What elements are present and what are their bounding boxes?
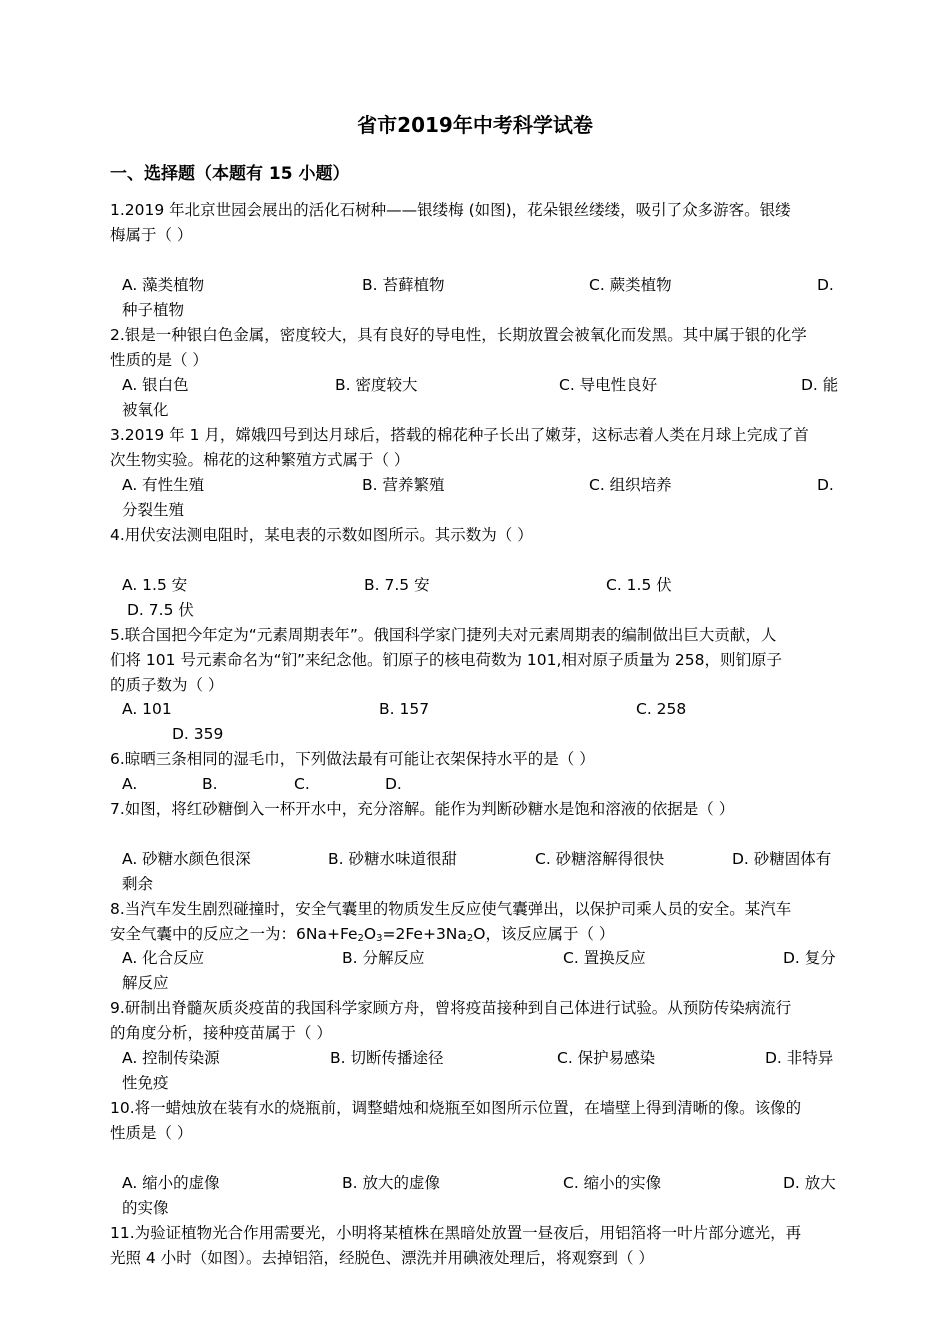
- option-b[interactable]: B. 157: [379, 700, 430, 718]
- option-c[interactable]: C. 组织培养: [589, 476, 672, 494]
- option-d[interactable]: D. 复分: [783, 949, 836, 967]
- question-3-stem: 3.2019 年 1 月，嫦娥四号到达月球后，搭载的棉花种子长出了嫩芽，这标志着人类在月球上完成了首 次生物实验。棉花的这种繁殖方式属于（ ）: [110, 426, 809, 469]
- option-d[interactable]: D. 7.5 伏: [127, 601, 194, 619]
- option-b[interactable]: B. 7.5 安: [364, 576, 430, 594]
- option-b[interactable]: B. 切断传播途径: [330, 1049, 444, 1067]
- option-d-text: 剩余: [122, 875, 154, 893]
- option-d-text: 被氧化: [122, 401, 169, 419]
- question-6-stem: 6.晾晒三条相同的湿毛巾，下列做法最有可能让衣架保持水平的是（ ）: [110, 750, 595, 768]
- option-d-text: 的实像: [122, 1199, 169, 1217]
- option-c[interactable]: C. 保护易感染: [557, 1049, 656, 1067]
- option-c[interactable]: C. 蕨类植物: [589, 276, 672, 294]
- option-c[interactable]: C. 1.5 伏: [606, 576, 672, 594]
- option-d[interactable]: D. 放大: [783, 1174, 836, 1192]
- option-b[interactable]: B.: [202, 775, 218, 793]
- option-a[interactable]: A. 1.5 安: [122, 576, 188, 594]
- option-a[interactable]: A. 控制传染源: [122, 1049, 220, 1067]
- option-d[interactable]: D. 能: [801, 376, 839, 394]
- option-a[interactable]: A. 101: [122, 700, 172, 718]
- question-10-stem: 10.将一蜡烛放在装有水的烧瓶前，调整蜡烛和烧瓶至如图所示位置，在墙壁上得到清晰的像。该像的 性质是（ ）: [110, 1099, 802, 1142]
- option-b[interactable]: B. 苔藓植物: [362, 276, 445, 294]
- option-b[interactable]: B. 砂糖水味道很甜: [328, 850, 457, 868]
- option-d[interactable]: D. 砂糖固体有: [732, 850, 832, 868]
- question-9-stem: 9.研制出脊髓灰质炎疫苗的我国科学家顾方舟，曾将疫苗接种到自己体进行试验。从预防传染病流行 的角度分析，接种疫苗属于（ ）: [110, 999, 792, 1042]
- option-d-text: 种子植物: [122, 301, 185, 319]
- option-c[interactable]: C. 砂糖溶解得很快: [535, 850, 665, 868]
- option-d-text: 解反应: [122, 974, 169, 992]
- option-c[interactable]: C. 缩小的实像: [563, 1174, 662, 1192]
- option-d[interactable]: D.: [385, 775, 402, 793]
- option-d[interactable]: D.: [817, 276, 834, 294]
- section-heading: 一、选择题（本题有 15 小题）: [110, 164, 350, 184]
- option-a[interactable]: A. 银白色: [122, 376, 189, 394]
- option-a[interactable]: A.: [122, 775, 138, 793]
- option-d[interactable]: D. 359: [172, 725, 224, 743]
- option-b[interactable]: B. 放大的虚像: [342, 1174, 440, 1192]
- option-d-text: 分裂生殖: [122, 501, 185, 519]
- option-d-text: 性免疫: [122, 1074, 169, 1092]
- option-b[interactable]: B. 营养繁殖: [362, 476, 445, 494]
- option-c[interactable]: C. 导电性良好: [559, 376, 658, 394]
- option-c[interactable]: C.: [294, 775, 310, 793]
- question-2-stem: 2.银是一种银白色金属，密度较大，具有良好的导电性，长期放置会被氧化而发黑。其中属于银的化学 性质的是（ ）: [110, 326, 807, 369]
- option-b[interactable]: B. 分解反应: [342, 949, 425, 967]
- option-b[interactable]: B. 密度较大: [335, 376, 418, 394]
- option-a[interactable]: A. 砂糖水颜色很深: [122, 850, 251, 868]
- question-5-stem: 5.联合国把今年定为“元素周期表年”。俄国科学家门捷列夫对元素周期表的编制做出巨大贡献，人 们将 101 号元素命名为“钔”来纪念他。钔原子的核电荷数为 101,相对原子质量为 258，则钔原子 的质子数为（ ）: [110, 626, 782, 694]
- question-7-stem: 7.如图，将红砂糖倒入一杯开水中，充分溶解。能作为判断砂糖水是饱和溶液的依据是（ ）: [110, 800, 735, 818]
- question-8-stem: 8.当汽车发生剧烈碰撞时，安全气囊里的物质发生反应使气囊弹出，以保护司乘人员的安全。某汽车 安全气囊中的反应之一为：$6Na+Fe_2O_3=2Fe+3Na_2O$，该反应属于（ ）: [110, 897, 842, 947]
- option-d[interactable]: D. 非特异: [765, 1049, 834, 1067]
- option-c[interactable]: C. 置换反应: [563, 949, 646, 967]
- option-a[interactable]: A. 藻类植物: [122, 276, 205, 294]
- page-title: 省市2019年中考科学试卷: [357, 113, 593, 137]
- question-4-stem: 4.用伏安法测电阻时，某电表的示数如图所示。其示数为（ ）: [110, 526, 533, 544]
- option-a[interactable]: A. 有性生殖: [122, 476, 205, 494]
- option-d[interactable]: D.: [817, 476, 834, 494]
- question-11-stem: 11.为验证植物光合作用需要光，小明将某植株在黑暗处放置一昼夜后，用铝箔将一叶片部分遮光，再 光照 4 小时（如图）。去掉铝箔，经脱色、漂洗并用碘液处理后，将观察到（ ）: [110, 1224, 802, 1267]
- option-a[interactable]: A. 化合反应: [122, 949, 205, 967]
- option-a[interactable]: A. 缩小的虚像: [122, 1174, 220, 1192]
- question-1-stem: 1.2019 年北京世园会展出的活化石树种——银缕梅 (如图)，花朵银丝缕缕，吸引了众多游客。银缕 梅属于（ ）: [110, 201, 791, 244]
- option-c[interactable]: C. 258: [636, 700, 687, 718]
- reaction-equation-line: 安全气囊中的反应之一为：$6Na+Fe_2O_3=2Fe+3Na_2O$，该反应属于（ ）: [110, 925, 615, 944]
